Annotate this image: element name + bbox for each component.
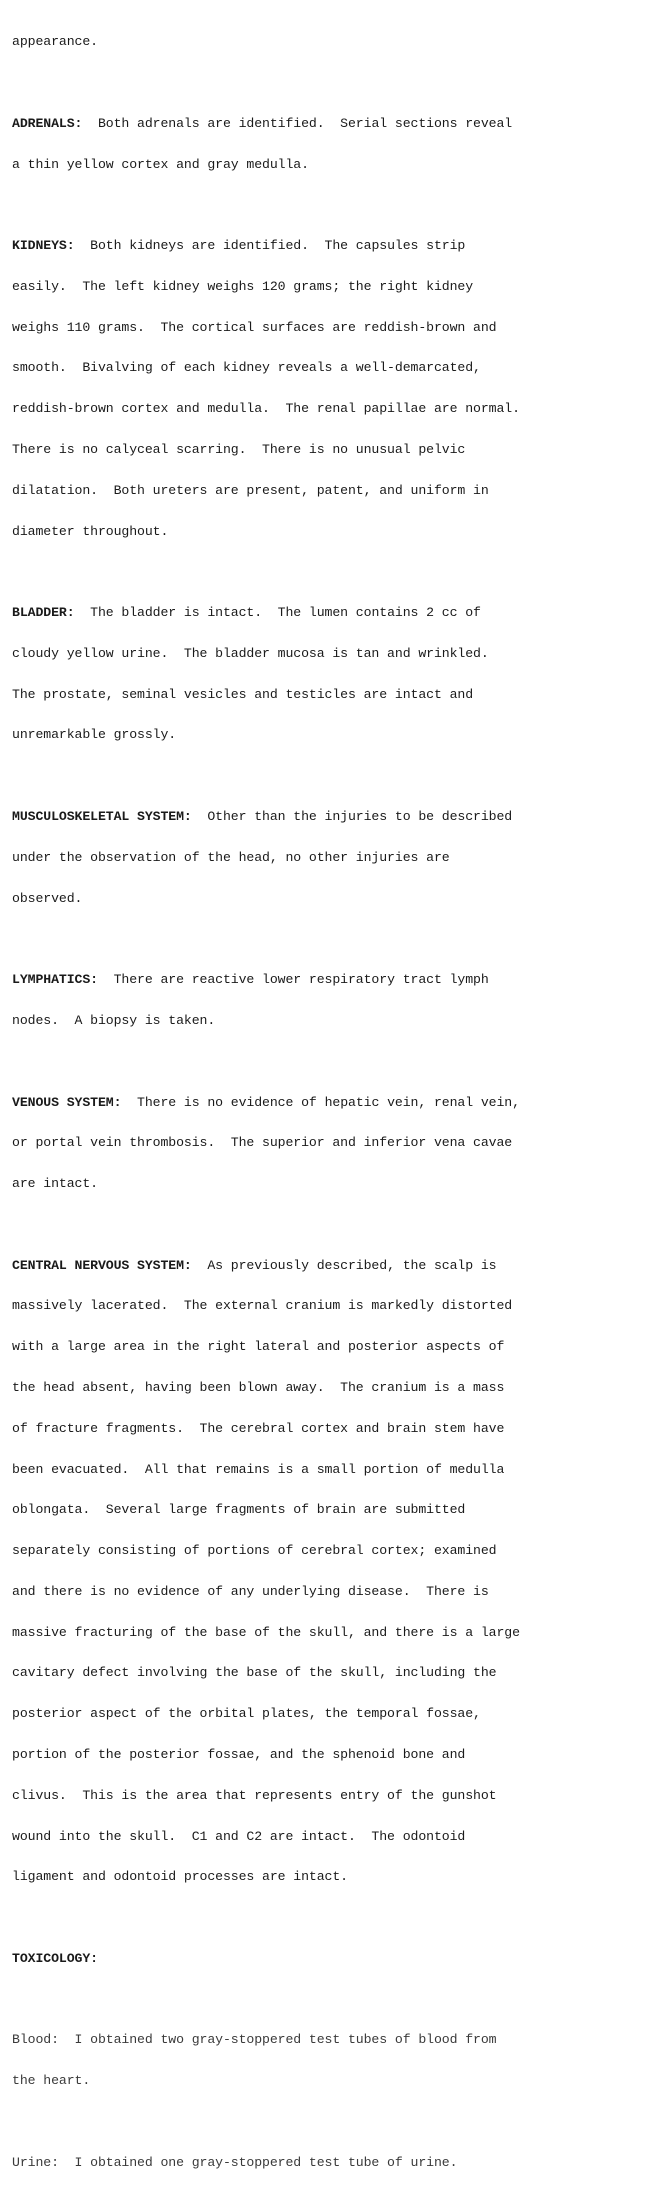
text-line bbox=[12, 606, 644, 620]
text-line: unremarkable grossly. bbox=[12, 727, 177, 743]
section-heading: TOXICOLOGY: bbox=[12, 1950, 98, 1966]
section-text: Both kidneys are identified. The capsules strip bbox=[74, 238, 466, 254]
text-line: under the observation of the head, no other injuries are bbox=[12, 849, 450, 865]
text-line: cavitary defect involving the base of the skull, including the bbox=[12, 1665, 497, 1681]
text-line: the heart. bbox=[12, 2073, 91, 2089]
section-text: There is no evidence of hepatic vein, renal vein, bbox=[121, 1094, 520, 1110]
text-line: portion of the posterior fossae, and the sphenoid bone and bbox=[12, 1747, 466, 1762]
text-line: Blood: I obtained two gray-stoppered test tubes of blood from bbox=[12, 2032, 497, 2048]
text-line: There is no calyceal scarring. There is no unusual pelvic bbox=[12, 442, 466, 457]
document-page bbox=[12, 8, 644, 2210]
text-line: and there is no evidence of any underlying disease. There is bbox=[12, 1583, 489, 1599]
text-line bbox=[12, 973, 644, 987]
text-line: Urine: I obtained one gray-stoppered test tube of urine. bbox=[12, 2154, 458, 2170]
text-line bbox=[12, 1096, 644, 1110]
section-lymphatics bbox=[12, 946, 644, 1055]
text-line: ligament and odontoid processes are intact. bbox=[12, 1869, 348, 1885]
text-line bbox=[12, 239, 644, 253]
text-line: clivus. This is the area that represents entry of the gunshot bbox=[12, 1787, 497, 1803]
text-line: of fracture fragments. The cerebral cortex and brain stem have bbox=[12, 1420, 505, 1436]
toxicology-urine bbox=[12, 2129, 644, 2197]
text-line: massive fracturing of the base of the skull, and there is a large bbox=[12, 1624, 520, 1640]
text-line: oblongata. Several large fragments of brain are submitted bbox=[12, 1502, 466, 1518]
text-line bbox=[12, 810, 644, 824]
text-line: wound into the skull. C1 and C2 are intact. The odontoid bbox=[12, 1828, 466, 1844]
text-line: separately consisting of portions of cerebral cortex; examined bbox=[12, 1543, 497, 1559]
toxicology-blood bbox=[12, 2006, 644, 2115]
section-text: There are reactive lower respiratory tract lymph bbox=[97, 972, 489, 988]
section-venous-system bbox=[12, 1068, 644, 1218]
text-line: weighs 110 grams. The cortical surfaces are reddish-brown and bbox=[12, 319, 497, 335]
text-line: or portal vein thrombosis. The superior and inferior vena cavae bbox=[12, 1135, 513, 1151]
text-line: dilatation. Both ureters are present, patent, and uniform in bbox=[12, 482, 489, 498]
section-bladder bbox=[12, 579, 644, 769]
section-adrenals bbox=[12, 90, 644, 199]
text-line: posterior aspect of the orbital plates, the temporal fossae, bbox=[12, 1706, 481, 1722]
section-text: As previously described, the scalp is bbox=[191, 1257, 497, 1273]
section-heading: MUSCULOSKELETAL SYSTEM: bbox=[12, 809, 192, 825]
text-line: reddish-brown cortex and medulla. The renal papillae are normal. bbox=[12, 401, 520, 417]
section-text: Both adrenals are identified. Serial sections reveal bbox=[82, 115, 513, 131]
text-line: The prostate, seminal vesicles and testicles are intact and bbox=[12, 686, 474, 702]
text-line: massively lacerated. The external cranium is markedly distorted bbox=[12, 1298, 513, 1314]
text-line: with a large area in the right lateral and posterior aspects of bbox=[12, 1339, 505, 1355]
text-line: the head absent, having been blown away. The cranium is a mass bbox=[12, 1379, 505, 1395]
section-heading: VENOUS SYSTEM: bbox=[12, 1094, 122, 1110]
section-central-nervous-system bbox=[12, 1231, 644, 1911]
section-kidneys bbox=[12, 212, 644, 565]
text-line: appearance. bbox=[12, 34, 98, 50]
text-line: cloudy yellow urine. The bladder mucosa is tan and wrinkled. bbox=[12, 645, 489, 661]
section-toxicology bbox=[12, 1925, 644, 1993]
section-heading: BLADDER: bbox=[12, 605, 75, 621]
section-heading: LYMPHATICS: bbox=[12, 972, 98, 988]
text-line: easily. The left kidney weighs 120 grams; the right kidney bbox=[12, 278, 474, 294]
text-line: are intact. bbox=[12, 1176, 98, 1192]
section-heading: ADRENALS: bbox=[12, 115, 83, 131]
text-line: observed. bbox=[12, 890, 83, 906]
section-heading: KIDNEYS: bbox=[12, 238, 75, 254]
section-text: The bladder is intact. The lumen contains 2 cc of bbox=[74, 605, 481, 621]
text-line: nodes. A biopsy is taken. bbox=[12, 1012, 216, 1028]
text-line bbox=[12, 117, 644, 131]
section-text: Other than the injuries to be described bbox=[191, 809, 513, 825]
intro-paragraph bbox=[12, 8, 644, 76]
section-musculoskeletal bbox=[12, 783, 644, 933]
text-line: a thin yellow cortex and gray medulla. bbox=[12, 156, 309, 172]
text-line: smooth. Bivalving of each kidney reveals a well-demarcated, bbox=[12, 360, 481, 376]
text-line: been evacuated. All that remains is a small portion of medulla bbox=[12, 1461, 505, 1477]
text-line: diameter throughout. bbox=[12, 523, 169, 539]
section-heading: CENTRAL NERVOUS SYSTEM: bbox=[12, 1257, 192, 1273]
text-line bbox=[12, 1259, 644, 1273]
